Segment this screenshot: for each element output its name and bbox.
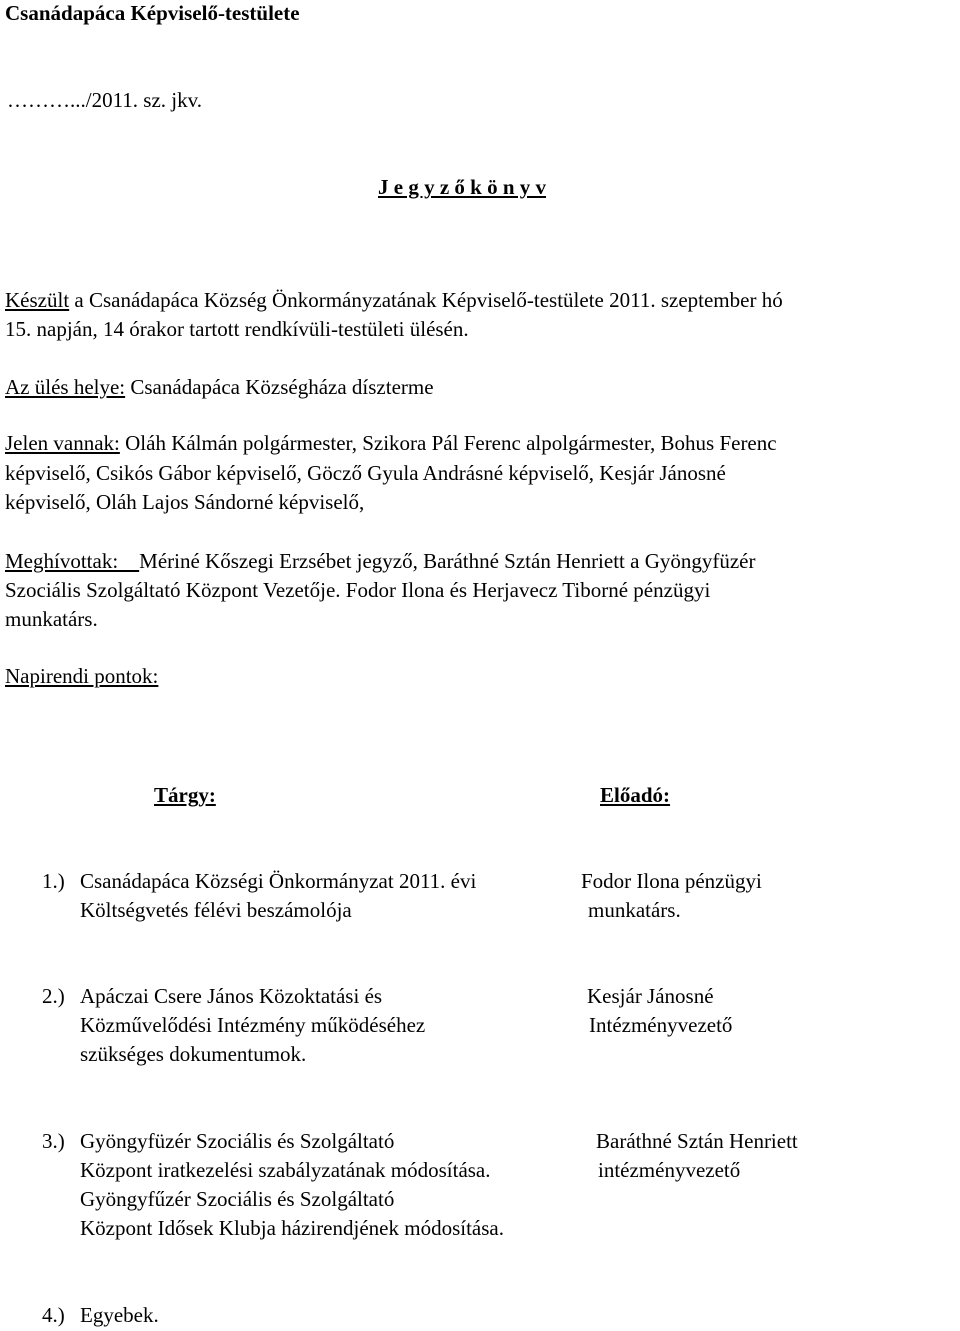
record-number: ……….../2011. sz. jkv.	[7, 88, 203, 112]
present-line-3: képviselő, Oláh Lajos Sándorné képviselő,	[5, 490, 365, 514]
agenda-item-1-presenter-line-1: Fodor Ilona pénzügyi	[581, 869, 762, 893]
agenda-item-4-number: 4.)	[42, 1303, 65, 1327]
agenda-item-2-presenter-line-1: Kesjár Jánosné	[587, 984, 714, 1008]
invited-line-3: munkatárs.	[5, 607, 98, 631]
agenda-item-3-subject-line-1: Gyöngyfüzér Szociális és Szolgáltató	[80, 1129, 395, 1153]
invited-label: Meghívottak:	[5, 549, 140, 573]
agenda-item-1-number: 1.)	[42, 869, 65, 893]
agenda-item-3-subject-line-3: Gyöngyfűzér Szociális és Szolgáltató	[80, 1187, 395, 1211]
present-line-2: képviselő, Csikós Gábor képviselő, Göcző Gyula Andrásné képviselő, Kesjár Jánosné	[5, 461, 726, 485]
agenda-item-4-subject-line-1: Egyebek.	[80, 1303, 159, 1327]
agenda-item-2-number: 2.)	[42, 984, 65, 1008]
agenda-item-2-subject-line-2: Közművelődési Intézmény működéséhez	[80, 1013, 426, 1037]
invited-line-2: Szociális Szolgáltató Központ Vezetője. Fodor Ilona és Herjavecz Tiborné pénzügyi	[5, 578, 711, 602]
present-line-1	[5, 433, 777, 454]
venue-value: Csanádapáca Községháza díszterme	[125, 375, 434, 399]
agenda-item-1-subject-line-1: Csanádapáca Községi Önkormányzat 2011. évi	[80, 869, 477, 893]
agenda-item-2-subject-line-1: Apáczai Csere János Közoktatási és	[80, 984, 383, 1008]
agenda-item-2-presenter-line-2: Intézményvezető	[589, 1013, 733, 1037]
agenda-subject-header: Tárgy:	[154, 783, 216, 807]
agenda-item-2-subject-line-3: szükséges dokumentumok.	[80, 1042, 307, 1066]
council-name: Csanádapáca Képviselő-testülete	[5, 1, 300, 25]
venue-label: Az ülés helye:	[5, 375, 126, 399]
intro-line-2: 15. napján, 14 órakor tartott rendkívüli-testületi ülésén.	[5, 317, 469, 341]
agenda-item-3-presenter-line-2: intézményvezető	[598, 1158, 741, 1182]
agenda-item-3-number: 3.)	[42, 1129, 65, 1153]
intro-line-1-text: a Csanádapáca Község Önkormányzatának Képviselő-testülete 2011. szeptember hó	[69, 288, 783, 312]
agenda-label: Napirendi pontok:	[5, 664, 159, 688]
invited-line-1	[5, 551, 756, 572]
present-line-1-text: Oláh Kálmán polgármester, Szikora Pál Ferenc alpolgármester, Bohus Ferenc	[119, 431, 777, 455]
agenda-presenter-header: Előadó:	[600, 783, 671, 807]
venue-line	[5, 377, 434, 398]
invited-line-1-text: Mériné Kőszegi Erzsébet jegyző, Baráthné Sztán Henriett a Gyöngyfüzér	[139, 549, 756, 573]
present-label: Jelen vannak:	[5, 431, 120, 455]
agenda-item-3-subject-line-4: Központ Idősek Klubja házirendjének módosítása.	[80, 1216, 504, 1240]
document-title: J e g y z ő k ö n y v	[378, 175, 546, 199]
agenda-item-3-presenter-line-1: Baráthné Sztán Henriett	[596, 1129, 798, 1153]
intro-underlined-word: Készült	[5, 288, 70, 312]
intro-line-1	[5, 290, 783, 311]
agenda-item-1-subject-line-2: Költségvetés félévi beszámolója	[80, 898, 352, 922]
agenda-item-3-subject-line-2: Központ iratkezelési szabályzatának módosítása.	[80, 1158, 491, 1182]
agenda-item-1-presenter-line-2: munkatárs.	[588, 898, 681, 922]
